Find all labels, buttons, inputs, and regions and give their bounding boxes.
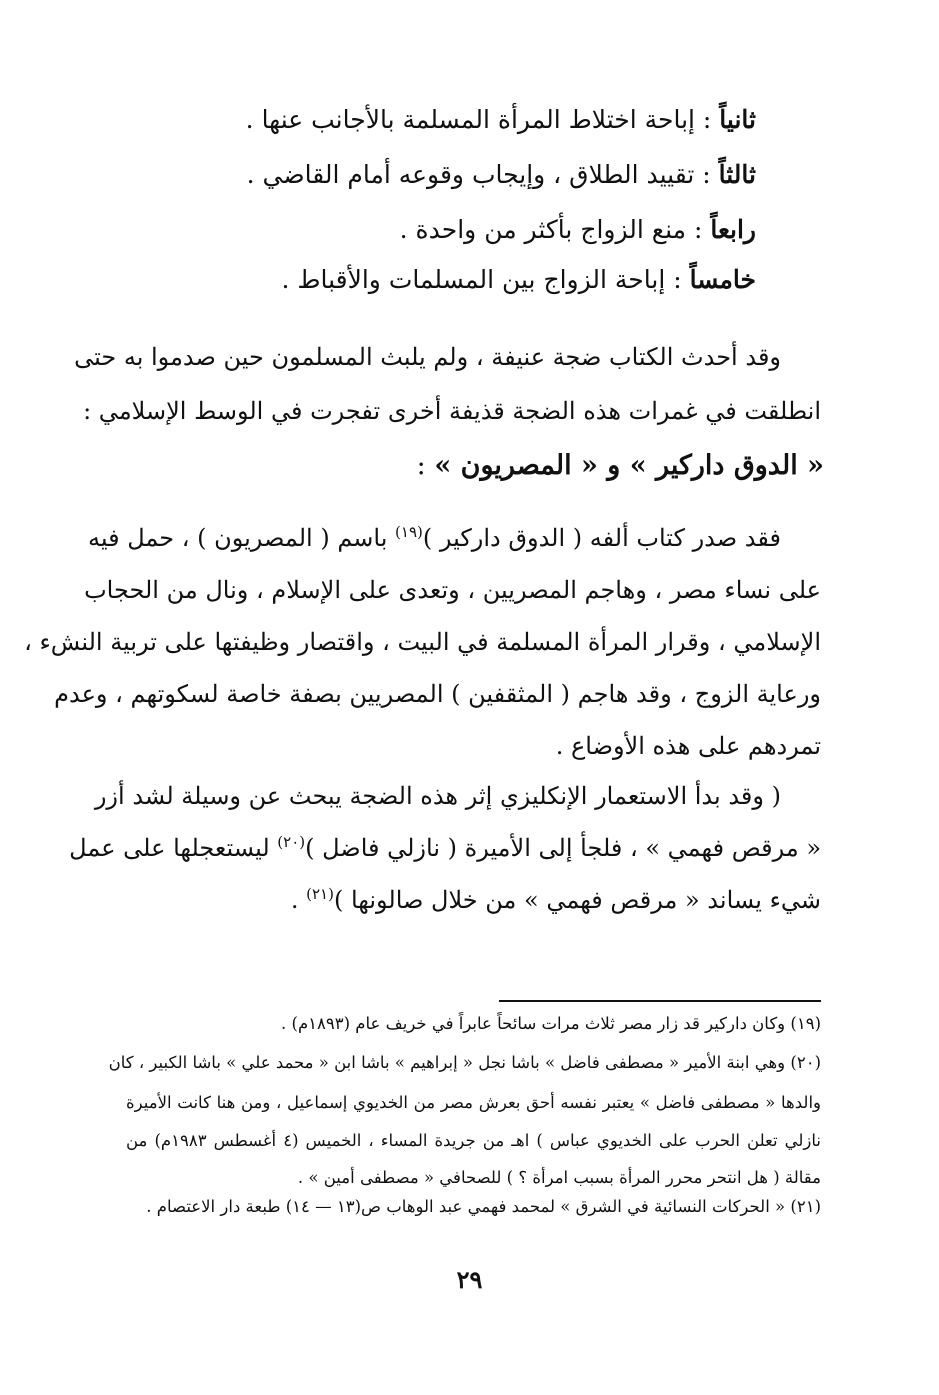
paragraph-text: فقد صدر كتاب ألفه ( الدوق داركير ) (422, 524, 781, 552)
list-item-text: : منع الزواج بأكثر من واحدة . (399, 215, 711, 244)
footnote-19: (١٩) وكان داركير قد زار مصر ثلاث مرات سائحاً عابراً في خريف عام (١٨٩٣م) . (281, 1014, 821, 1033)
paragraph-text: ليستعجلها على عمل (69, 834, 278, 862)
page-number: ٢٩ (456, 1265, 483, 1294)
list-item-label: رابعاً (710, 215, 756, 244)
paragraph-line: الإسلامي ، وقرار المرأة المسلمة في البيت ، واقتصار وظيفتها على تربية النشء ، (24, 628, 821, 656)
footnote-20-line: (٢٠) وهي ابنة الأمير « مصطفى فاضل » باشا نجل « إبراهيم » باشا ابن « محمد علي » باشا الكبير ، كان (108, 1053, 821, 1072)
footnote-20-line: نازلي تعلن الحرب على الخديوي عباس ) اهـ من جريدة المساء ، الخميس (٤ أغسطس ١٩٨٣م) من (126, 1131, 821, 1150)
list-item-label: ثانياً (719, 105, 756, 134)
list-item-text: : إباحة اختلاط المرأة المسلمة بالأجانب عنها . (245, 105, 720, 134)
footnote-21: (٢١) « الحركات النسائية في الشرق » لمحمد فهمي عبد الوهاب ص(١٣ — ١٤) طبعة دار الاعتصام . (146, 1197, 821, 1216)
paragraph-line (88, 512, 821, 564)
paragraph-line (69, 822, 821, 874)
list-item-second (246, 105, 756, 135)
paragraph-line (126, 874, 821, 926)
section-heading-suffix: : (416, 450, 435, 481)
footnote-ref-19: (١٩) (395, 523, 423, 541)
list-item-third (247, 160, 756, 190)
footnote-20-line: والدها « مصطفى فاضل » يعتبر نفسه أحق بعرش مصر من الخديوي إسماعيل ، ومن هنا كانت الأميرة (126, 1093, 821, 1112)
list-item-label: خامساً (689, 265, 756, 294)
paragraph-colonialism (69, 770, 821, 926)
paragraph-text: . (290, 886, 307, 914)
list-item-label: ثالثاً (718, 160, 756, 189)
list-item-text: : إباحة الزواج بين المسلمات والأقباط . (281, 265, 690, 294)
paragraph-line: ( وقد بدأ الاستعمار الإنكليزي إثر هذه الضجة يبحث عن وسيلة لشد أزر (94, 782, 781, 810)
paragraph-text: باسم ( المصريون ) ، حمل فيه (88, 524, 396, 552)
paragraph-line: وقد أحدث الكتاب ضجة عنيفة ، ولم يلبث المسلمون حين صدموا به حتى (74, 343, 781, 371)
paragraph-text: « مرقص فهمي » ، فلجأ إلى الأميرة ( نازلي فاضل ) (305, 834, 821, 862)
paragraph-line: ورعاية الزوج ، وقد هاجم ( المثقفين ) المصريين بصفة خاصة لسكوتهم ، وعدم (54, 680, 821, 708)
footnote-separator (499, 1000, 821, 1002)
footnote-ref-21: (٢١) (306, 885, 334, 903)
list-item-fifth (281, 265, 756, 295)
section-heading-text: « الدوق داركير » و « المصريون » (434, 450, 824, 481)
paragraph-dukedarcourt (24, 512, 821, 772)
intro-paragraph (74, 330, 821, 438)
footnote-20-line: مقالة ( هل انتحر محرر المرأة بسبب امرأة ؟ ) للصحافي « مصطفى أمين » . (297, 1168, 821, 1187)
paragraph-line: انطلقت في غمرات هذه الضجة قذيفة أخرى تفجرت في الوسط الإسلامي : (83, 397, 821, 425)
paragraph-line: على نساء مصر ، وهاجم المصريين ، وتعدى على الإسلام ، ونال من الحجاب (84, 576, 821, 604)
section-heading (417, 450, 824, 481)
list-item-fourth (400, 215, 756, 245)
list-item-text: : تقييد الطلاق ، وإيجاب وقوعه أمام القاضي . (246, 160, 719, 189)
paragraph-text: شيء يساند « مرقص فهمي » من خلال صالونها ) (333, 886, 821, 914)
footnote-ref-20: (٢٠) (277, 833, 306, 851)
paragraph-line: تمردهم على هذه الأوضاع . (555, 732, 821, 760)
